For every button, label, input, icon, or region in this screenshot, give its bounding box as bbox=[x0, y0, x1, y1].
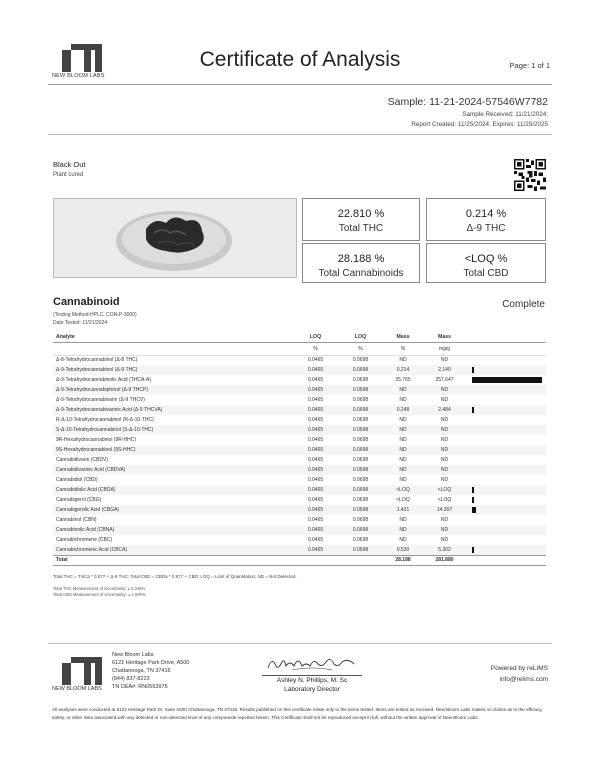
divider bbox=[48, 643, 552, 644]
lab-logo-text: NEW BLOOM LABS bbox=[52, 73, 105, 79]
bar-cell bbox=[466, 405, 546, 415]
loq-cell: 0.0698 bbox=[352, 377, 369, 383]
mass-mg-cell: <LOQ bbox=[437, 497, 452, 503]
lab-logo-text: NEW BLOOM LABS bbox=[52, 686, 102, 692]
mass-percent-cell: <LOQ bbox=[383, 485, 423, 495]
loq-cell: 0.0698 bbox=[338, 425, 383, 435]
bar-cell bbox=[466, 385, 546, 395]
date-tested: Date Tested: 11/21/2024 bbox=[53, 320, 108, 326]
mass-percent-cell: ND bbox=[399, 357, 407, 364]
column-header bbox=[466, 333, 546, 342]
total-mg: 281.880 bbox=[423, 555, 466, 565]
powered-by: Powered by reLIMS bbox=[490, 665, 548, 672]
mass-percent-cell: ND bbox=[383, 385, 423, 395]
analyte: Cannabinol (CBN) bbox=[56, 517, 97, 523]
product-name: Black Out bbox=[53, 160, 86, 169]
bar-cell bbox=[466, 515, 546, 525]
summary-label: Total THC bbox=[338, 223, 384, 234]
analyte: 9S-Hexahydrocannabinol (9S-HHC) bbox=[53, 445, 293, 455]
mass-mg-cell: ND bbox=[423, 525, 466, 535]
bar-cell bbox=[466, 465, 546, 475]
concentration-bar bbox=[472, 497, 474, 503]
mass-percent-cell: ND bbox=[399, 457, 407, 463]
mass-percent-cell: 0.530 bbox=[383, 545, 423, 555]
column-header: LOQ bbox=[338, 333, 383, 342]
analyte: Cannabigerol (CBG) bbox=[56, 497, 102, 503]
mass-percent-cell: 0.248 bbox=[383, 405, 423, 415]
mass-mg-cell: 257.647 bbox=[435, 377, 454, 383]
unit-cell: % bbox=[293, 342, 338, 355]
concentration-bar bbox=[472, 367, 474, 373]
loq-cell: 0.0465 bbox=[293, 365, 338, 375]
loq-cell: 0.0698 bbox=[352, 517, 369, 523]
summary-value: 22.810 % bbox=[337, 208, 385, 220]
mass-percent-cell: ND bbox=[399, 477, 407, 483]
qr-code-icon bbox=[514, 159, 546, 191]
loq-cell: 0.0698 bbox=[338, 545, 383, 555]
mass-percent-cell: <LOQ bbox=[396, 497, 410, 503]
empty bbox=[293, 555, 338, 565]
column-header: LOQ bbox=[293, 333, 338, 342]
empty bbox=[466, 555, 546, 565]
bar-cell bbox=[466, 375, 546, 385]
address-line: TN DEA#: RN0563975 bbox=[112, 684, 168, 690]
mass-mg-cell: 5.302 bbox=[423, 545, 466, 555]
lab-logo-icon bbox=[62, 657, 102, 685]
mass-percent-cell: ND bbox=[383, 425, 423, 435]
table-row bbox=[53, 385, 546, 395]
mass-mg-cell: ND bbox=[440, 397, 449, 403]
loq-cell: 0.0698 bbox=[338, 405, 383, 415]
loq-cell: 0.0698 bbox=[338, 385, 383, 395]
analyte: Δ-8-Tetrahydrocannabinol (Δ-8 THC) bbox=[56, 357, 138, 364]
table-row bbox=[53, 505, 546, 515]
analyte: Δ-9-Tetrahydrocannabivarin (Δ-9 THCV) bbox=[56, 397, 145, 403]
summary-label: Δ-9 THC bbox=[466, 223, 506, 234]
analyte: Δ-9-Tetrahydrocannabinol (Δ-9 THC) bbox=[53, 365, 293, 375]
table-row bbox=[53, 395, 546, 405]
analyte: Cannabidiolic Acid (CBDA) bbox=[53, 485, 293, 495]
bar-cell bbox=[466, 505, 546, 515]
mass-percent-cell: ND bbox=[399, 417, 407, 423]
address-line: 6121 Heritage Park Drive, A500 bbox=[112, 660, 190, 666]
table-row bbox=[53, 425, 546, 435]
loq-cell: 0.0465 bbox=[307, 437, 324, 443]
sample-id: Sample: 11-21-2024-57546W7782 bbox=[387, 96, 548, 108]
loq-cell: 0.0465 bbox=[307, 457, 324, 463]
column-header: Mass bbox=[423, 333, 466, 342]
uncertainty-thc: Total THC Measurement of Uncertainty: ± 0.246% bbox=[53, 586, 146, 591]
table-row bbox=[53, 525, 546, 535]
unit-cell bbox=[53, 342, 293, 355]
loq-cell: 0.0698 bbox=[352, 397, 369, 403]
summary-label: Total Cannabinoids bbox=[318, 268, 404, 279]
bar-cell bbox=[466, 435, 546, 445]
loq-cell: 0.0698 bbox=[338, 485, 383, 495]
bar-cell bbox=[466, 445, 546, 455]
table-row bbox=[53, 415, 546, 425]
loq-cell: 0.0465 bbox=[307, 477, 324, 483]
bar-cell bbox=[466, 355, 546, 365]
concentration-bar bbox=[472, 487, 474, 493]
analyte: S-Δ-10-Tetrahydrocannabinol (S-Δ-10-THC) bbox=[53, 425, 293, 435]
table-row bbox=[53, 495, 546, 505]
mass-mg-cell: 2.484 bbox=[423, 405, 466, 415]
mass-mg-cell: ND bbox=[440, 417, 449, 423]
mass-mg-cell: 2.140 bbox=[423, 365, 466, 375]
disclaimer: All analyses were conducted at 6121 Heritage Park Dr, Suite A500 Chattanooga, TN 37416. Results published on this certificate relate only to the items tested. Items are tested as received. New Bloom Labs makes no claims as to the efficacy, safety, or other risks associated with any detected or non-detected level of any compounds reported herein. This Certificate shall not be reproduced except in full, without the written approval of New Bloom Labs. bbox=[52, 707, 543, 720]
mass-percent-cell: ND bbox=[383, 525, 423, 535]
loq-cell: 0.0465 bbox=[307, 517, 324, 523]
mass-mg-cell: ND bbox=[423, 385, 466, 395]
loq-cell: 0.0465 bbox=[307, 497, 324, 503]
loq-cell: 0.0698 bbox=[352, 477, 369, 483]
table-row bbox=[53, 375, 546, 385]
table-row bbox=[53, 365, 546, 375]
analyte: Cannabigerolic Acid (CBGA) bbox=[53, 505, 293, 515]
table-row bbox=[53, 545, 546, 555]
total-label: Total bbox=[53, 555, 293, 565]
mass-percent-cell: ND bbox=[399, 517, 407, 523]
loq-cell: 0.0698 bbox=[352, 537, 369, 543]
loq-cell: 0.0465 bbox=[293, 405, 338, 415]
summary-total-cbd bbox=[426, 243, 546, 283]
column-header: Analyte bbox=[53, 333, 293, 342]
bar-cell bbox=[466, 415, 546, 425]
loq-cell: 0.0698 bbox=[352, 437, 369, 443]
product-photo bbox=[53, 198, 297, 278]
total-row bbox=[53, 555, 546, 565]
loq-cell: 0.0465 bbox=[307, 537, 324, 543]
mass-mg-cell: ND bbox=[440, 457, 449, 463]
mass-mg-cell: 14.307 bbox=[423, 505, 466, 515]
loq-cell: 0.0465 bbox=[293, 525, 338, 535]
bar-cell bbox=[466, 495, 546, 505]
analyte: Cannabidiol (CBD) bbox=[56, 477, 98, 483]
unit-cell: % bbox=[383, 342, 423, 355]
concentration-bar bbox=[472, 507, 476, 513]
loq-cell: 0.0465 bbox=[293, 545, 338, 555]
concentration-bar bbox=[472, 547, 474, 553]
analyte: 9R-Hexahydrocannabinol (9R-HHC) bbox=[56, 437, 137, 443]
director-title: Laboratory Director bbox=[284, 686, 340, 693]
analyte: Cannabidivarinic Acid (CBDVA) bbox=[53, 465, 293, 475]
summary-value: 0.214 % bbox=[465, 208, 507, 220]
product-type: Plant cured bbox=[53, 172, 84, 178]
mass-percent-cell: ND bbox=[383, 465, 423, 475]
table-row bbox=[53, 435, 546, 445]
address-line: (844) 837-8223 bbox=[112, 676, 150, 682]
mass-mg-cell: ND bbox=[423, 445, 466, 455]
mass-percent-cell: 25.765 bbox=[395, 377, 411, 383]
mass-mg-cell: ND bbox=[440, 477, 449, 483]
loq-cell: 0.0698 bbox=[352, 417, 369, 423]
mass-percent-cell: 1.431 bbox=[383, 505, 423, 515]
bar-cell bbox=[466, 395, 546, 405]
director-name: Ashley N. Phillips, M. Sc bbox=[276, 677, 348, 684]
mass-mg-cell: <LOQ bbox=[423, 485, 466, 495]
signature-icon bbox=[262, 652, 362, 674]
mass-mg-cell: ND bbox=[440, 437, 449, 443]
summary-label: Total CBD bbox=[463, 268, 509, 279]
total-percent: 28.188 bbox=[383, 555, 423, 565]
summary-d9-thc bbox=[426, 198, 546, 241]
analyte: Δ-9-Tetrahydrocannabiphorol (Δ-9 THCP) bbox=[53, 385, 293, 395]
analyte: Δ-9-Tetrahydrocannabinolic Acid (THCA-A) bbox=[56, 377, 152, 383]
powered-email-link[interactable]: info@relims.com bbox=[499, 676, 548, 683]
mass-mg-cell: ND bbox=[440, 517, 449, 523]
mass-mg-cell: ND bbox=[440, 357, 449, 364]
loq-cell: 0.0698 bbox=[352, 357, 369, 364]
summary-total-thc bbox=[302, 198, 420, 241]
divider bbox=[48, 134, 552, 135]
unit-cell: % bbox=[338, 342, 383, 355]
table-row bbox=[53, 455, 546, 465]
analyte: R-Δ-10-Tetrahydrocannabinol (R-Δ-10-THC) bbox=[56, 417, 154, 423]
bar-cell bbox=[466, 535, 546, 545]
loq-cell: 0.0465 bbox=[307, 397, 324, 403]
loq-cell: 0.0698 bbox=[338, 465, 383, 475]
mass-percent-cell: ND bbox=[383, 445, 423, 455]
bar-cell bbox=[466, 545, 546, 555]
mass-mg-cell: ND bbox=[440, 537, 449, 543]
sample-received: Sample Received: 11/21/2024; bbox=[462, 111, 548, 118]
loq-cell: 0.0465 bbox=[293, 505, 338, 515]
testing-method: (Testing Method:HPLC, CON-P-3000) bbox=[53, 312, 137, 318]
bar-cell bbox=[466, 365, 546, 375]
table-row bbox=[53, 515, 546, 525]
analyte: Δ-9-Tetrahydrocannabivarinic Acid (Δ-9 THCVA) bbox=[53, 405, 293, 415]
bar-cell bbox=[466, 425, 546, 435]
section-title: Cannabinoid bbox=[53, 296, 120, 308]
status-badge: Complete bbox=[502, 299, 545, 310]
loq-cell: 0.0465 bbox=[293, 385, 338, 395]
table-row bbox=[53, 485, 546, 495]
loq-cell: 0.0698 bbox=[352, 457, 369, 463]
divider bbox=[48, 84, 552, 85]
page-number: Page: 1 of 1 bbox=[509, 61, 550, 70]
mass-percent-cell: 0.214 bbox=[383, 365, 423, 375]
mass-percent-cell: ND bbox=[399, 397, 407, 403]
concentration-bar bbox=[472, 407, 474, 413]
bar-cell bbox=[466, 485, 546, 495]
summary-value: 28.188 % bbox=[337, 253, 385, 265]
concentration-bar bbox=[472, 377, 542, 383]
table-row bbox=[53, 355, 546, 365]
table-row bbox=[53, 535, 546, 545]
address-line: New Bloom Labs bbox=[112, 652, 154, 658]
loq-cell: 0.0465 bbox=[307, 357, 324, 364]
loq-cell: 0.0465 bbox=[293, 425, 338, 435]
bar-cell bbox=[466, 525, 546, 535]
report-dates: Report Created: 11/25/2024; Expires: 11/25/2025 bbox=[411, 121, 548, 128]
footnote: Total THC = THCa * 0.877 + Δ-9 THC; Total CBD = CBDa * 0.877 + CBD; LOQ = Limit of Quantitation; ND = Not Detected. bbox=[53, 574, 297, 579]
bar-cell bbox=[466, 475, 546, 485]
page-title: Certificate of Analysis bbox=[199, 48, 401, 71]
mass-percent-cell: ND bbox=[399, 437, 407, 443]
loq-cell: 0.0465 bbox=[307, 377, 324, 383]
column-header: Mass bbox=[383, 333, 423, 342]
loq-cell: 0.0465 bbox=[293, 465, 338, 475]
analyte: Cannabichromenic Acid (CBCA) bbox=[53, 545, 293, 555]
loq-cell: 0.0465 bbox=[293, 445, 338, 455]
empty bbox=[338, 555, 383, 565]
analyte: Cannabinolic Acid (CBNA) bbox=[53, 525, 293, 535]
address-line: Chattanooga, TN 37416 bbox=[112, 668, 171, 674]
signature-line bbox=[262, 675, 362, 676]
uncertainty-cbd: Total CBD Measurement of Uncertainty: ± 2.000% bbox=[53, 592, 146, 597]
mass-mg-cell: ND bbox=[423, 425, 466, 435]
loq-cell: 0.0698 bbox=[338, 525, 383, 535]
loq-cell: 0.0465 bbox=[293, 485, 338, 495]
product-image-icon bbox=[54, 199, 297, 278]
summary-value: <LOQ % bbox=[464, 253, 508, 265]
cannabinoid-table bbox=[53, 333, 546, 566]
table-row bbox=[53, 465, 546, 475]
bar-cell bbox=[466, 455, 546, 465]
table-row bbox=[53, 475, 546, 485]
analyte: Cannabidivarin (CBDV) bbox=[56, 457, 108, 463]
table-row bbox=[53, 445, 546, 455]
mass-mg-cell: ND bbox=[423, 465, 466, 475]
lab-address bbox=[112, 651, 189, 691]
unit-cell: mg/g bbox=[423, 342, 466, 355]
table-row bbox=[53, 405, 546, 415]
loq-cell: 0.0698 bbox=[338, 505, 383, 515]
loq-cell: 0.0465 bbox=[307, 417, 324, 423]
loq-cell: 0.0698 bbox=[338, 365, 383, 375]
mass-percent-cell: ND bbox=[399, 537, 407, 543]
analyte: Cannabichromene (CBC) bbox=[56, 537, 113, 543]
loq-cell: 0.0698 bbox=[352, 497, 369, 503]
loq-cell: 0.0698 bbox=[338, 445, 383, 455]
summary-total-cannabinoids bbox=[302, 243, 420, 283]
